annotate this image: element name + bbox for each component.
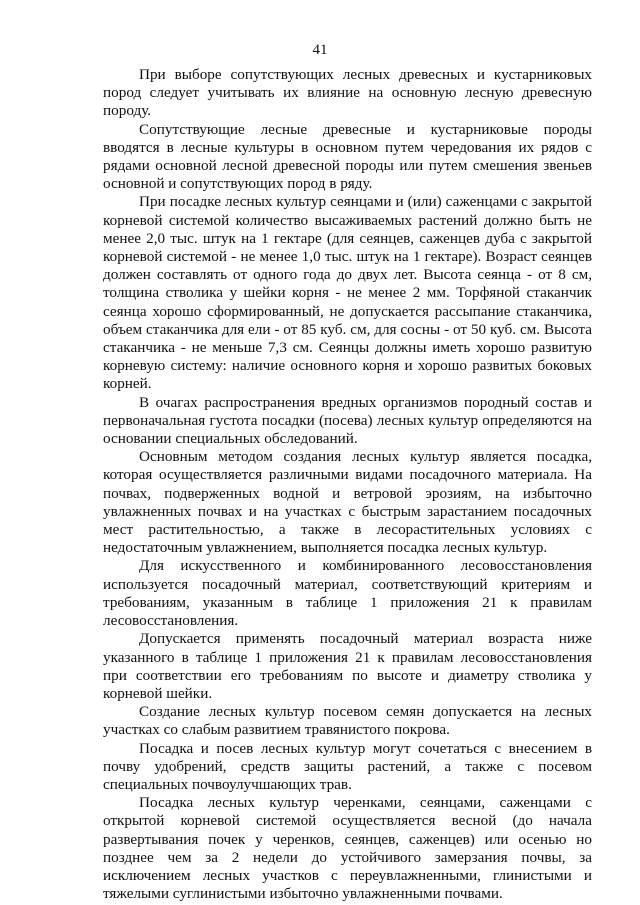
paragraph: Основным методом создания лесных культур является посадка, которая осуществляется различными видами посадочного материала. На почвах, подверженных водной и ветровой эрозиям, на избыточно увлажненных почвах и на участках с быстрым зарастанием посадочных мест растительностью, а также в лесорастительных условиях с недостаточным увлажнением, выполняется посадка лесных культур.	[103, 448, 592, 557]
paragraph: Допускается применять посадочный материал возраста ниже указанного в таблице 1 приложения 21 к правилам лесовосстановления при соответствии его требованиям по высоте и диаметру стволика у корневой шейки.	[103, 630, 592, 702]
paragraph: При выборе сопутствующих лесных древесных и кустарниковых пород следует учитывать их влияние на основную лесную древесную породу.	[103, 66, 592, 120]
paragraph: Создание лесных культур посевом семян допускается на лесных участках со слабым развитием травянистого покрова.	[103, 703, 592, 739]
paragraph: В очагах распространения вредных организмов породный состав и первоначальная густота посадки (посева) лесных культур определяются на основании специальных обследований.	[103, 393, 592, 448]
document-body	[103, 66, 592, 903]
paragraph: Посадка и посев лесных культур могут сочетаться с внесением в почву удобрений, средств защиты растений, а также с посевом специальных почвоулучшающих трав.	[103, 739, 592, 793]
paragraph: При посадке лесных культур сеянцами и (или) саженцами с закрытой корневой системой количество высаживаемых растений должно быть не менее 2,0 тыс. штук на 1 гектаре (для сеянцев, саженцев дуба с закрытой корневой системой - не менее 1,0 тыс. штук на 1 гектаре). Возраст сеянцев должен составлять от одного года до двух лет. Высота сеянца - от 8 см, толщина стволика у шейки корня - не менее 2 мм. Торфяной стаканчик сеянца хорошо сформированный, не допускается рассыпание стаканчика, объем стаканчика для ели - от 85 куб. см, для сосны - от 50 куб. см. Высота стаканчика - не меньше 7,3 см. Сеянцы должны иметь хорошо развитую корневую систему: наличие основного корня и хорошо развитых боковых корней.	[103, 193, 592, 393]
paragraph: Посадка лесных культур черенками, сеянцами, саженцами с открытой корневой системой осуществляется весной (до начала развертывания почек у черенков, сеянцев, саженцев) или осенью но позднее чем за 2 недели до устойчивого замерзания почвы, за исключением лесных участков с переувлажненными, глинистыми и тяжелыми суглинистыми избыточно увлажненными почвами.	[103, 794, 592, 903]
paragraph: Сопутствующие лесные древесные и кустарниковые породы вводятся в лесные культуры в основном путем чередования их рядов с рядами основной лесной древесной породы или путем смешения звеньев основной и сопутствующих пород в ряду.	[103, 120, 592, 193]
page-number: 41	[312, 42, 328, 58]
paragraph: Для искусственного и комбинированного лесовосстановления используется посадочный материал, соответствующий критериям и требованиям, указанным в таблице 1 приложения 21 к правилам лесовосстановления.	[103, 557, 592, 630]
